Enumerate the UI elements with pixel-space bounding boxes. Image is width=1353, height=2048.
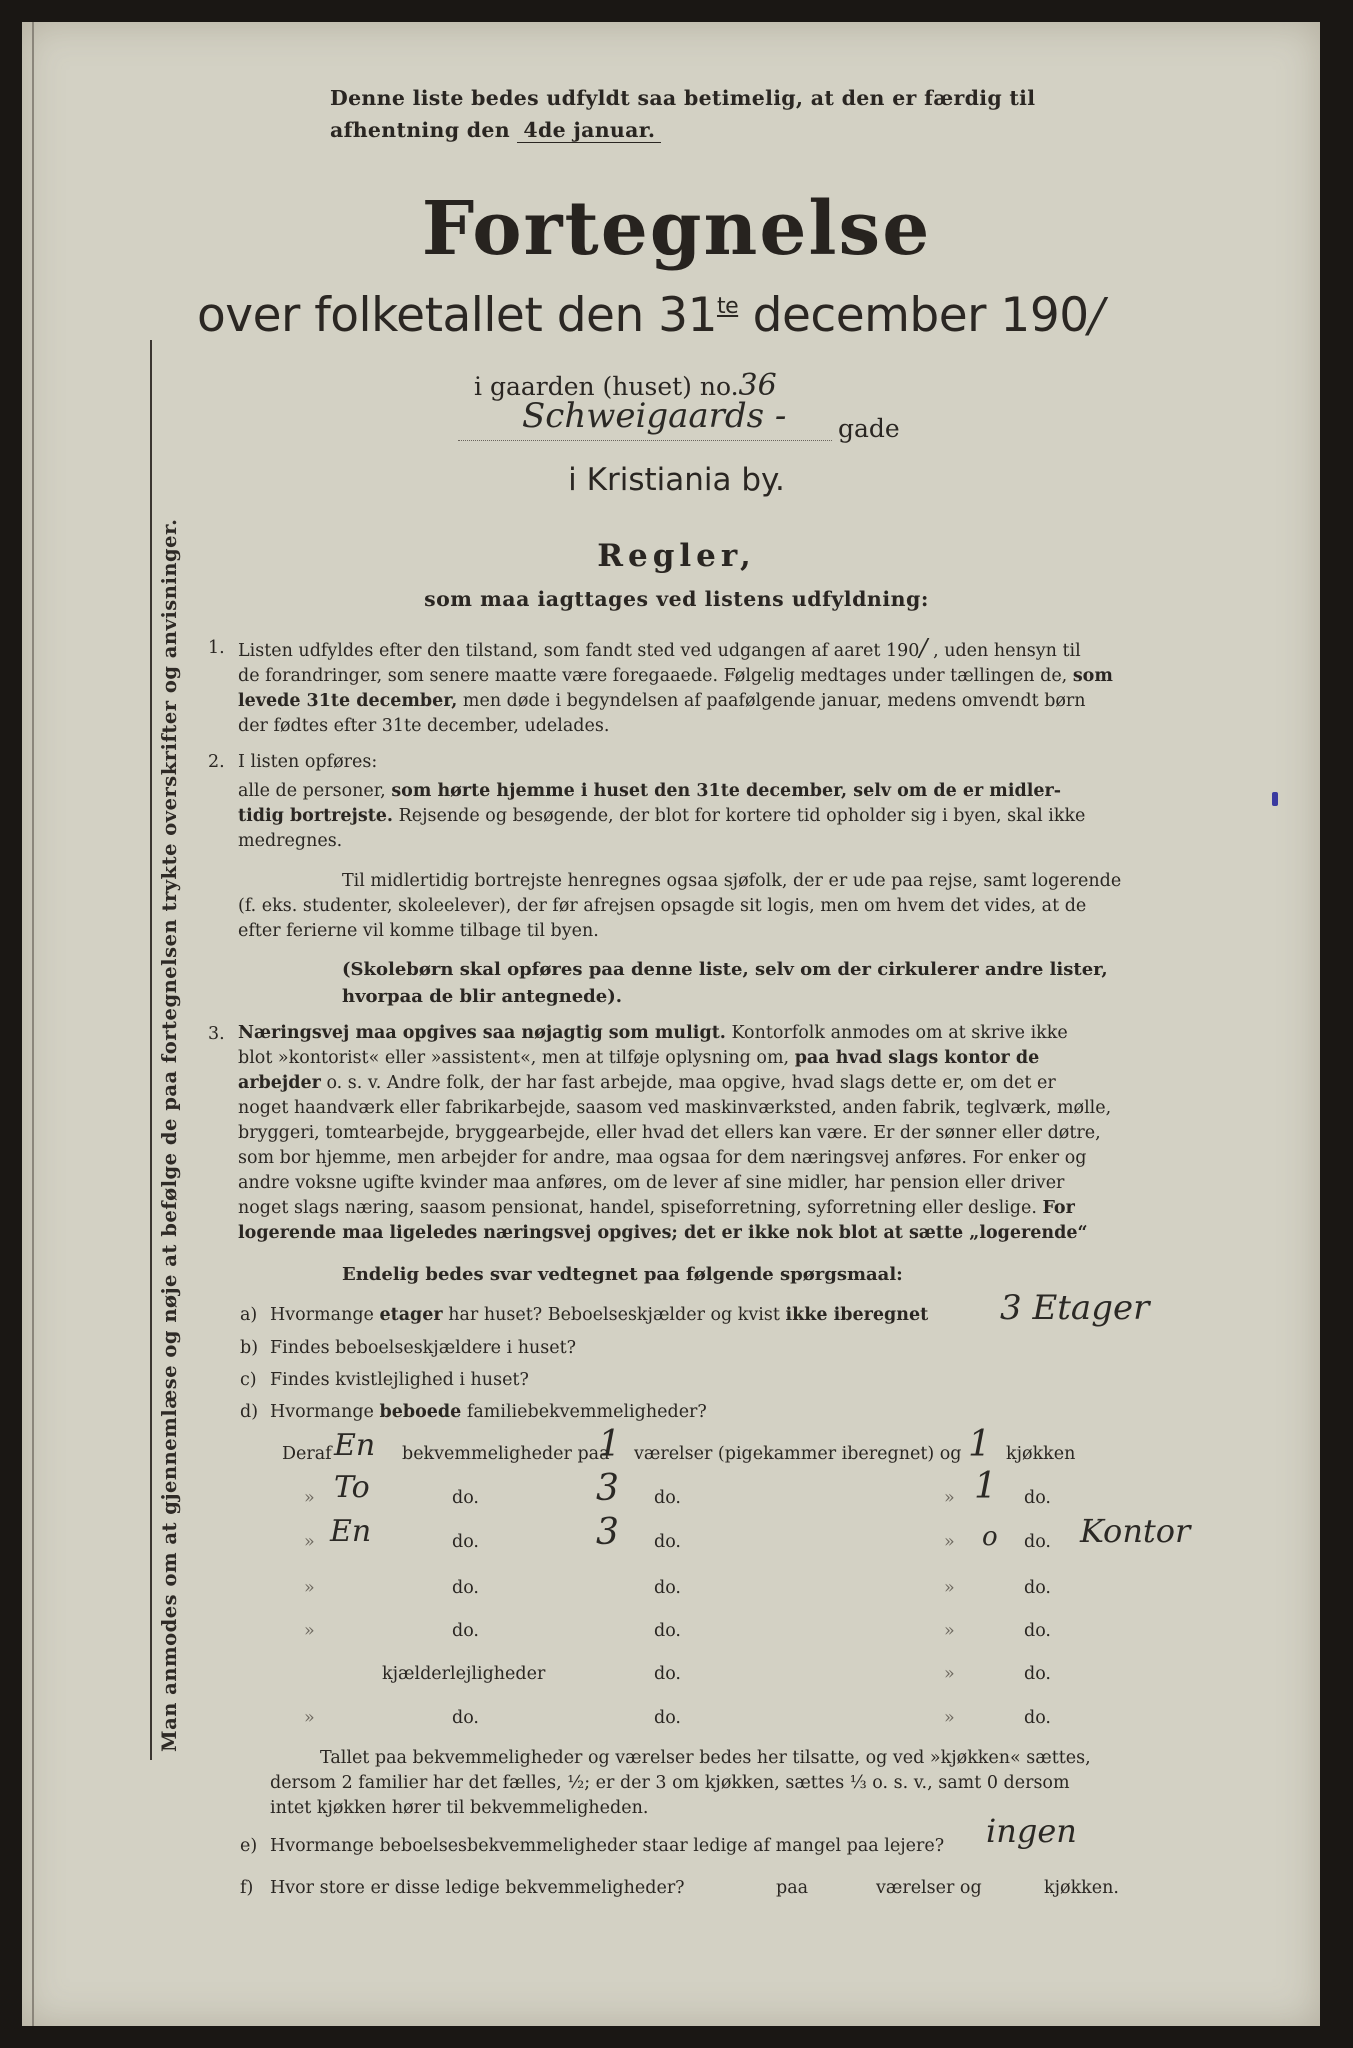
table-note (270, 1746, 1160, 1821)
gade-label: gade (838, 414, 900, 443)
row7-do-2: do. (654, 1708, 681, 1728)
page-subtitle (197, 288, 1104, 343)
question-e-label: e) (240, 1836, 258, 1856)
table-note-line1: Tallet paa bekvemmeligheder og værelser bedes her tilsatte, og ved »kjøkken« sættes, (320, 1748, 1091, 1768)
rule2-line2-post: Rejsende og besøgende, der blot for kortere tid opholder sig i byen, skal ikke (398, 806, 1086, 826)
question-a-text (270, 1305, 928, 1325)
intro-line2 (330, 114, 1035, 146)
question-d-pre: Hvormange (270, 1402, 374, 1422)
rule2-p2-line2: (f. eks. studenter, skoleelever), der før afrejsen opsagde sit logis, men om hvem det vides, at de (238, 896, 1087, 916)
question-f-text: Hvor store er disse ledige bekvemmeligheder? (270, 1878, 685, 1898)
rule2-p2-line3: efter ferierne vil komme tilbage til byen. (238, 921, 599, 941)
question-a-pre: Hvormange (270, 1305, 374, 1325)
rule2-line3: medregnes. (238, 831, 343, 851)
row7-do-3: do. (1024, 1708, 1051, 1728)
row6-do-3: do. (1024, 1664, 1051, 1684)
rule3-line1-post: Kontorfolk anmodes om at skrive ikke (731, 1023, 1068, 1043)
rule1-line3-post: men døde i begyndelsen af paafølgende januar, medens omvendt børn (462, 691, 1086, 711)
question-f-paa: paa (776, 1878, 809, 1898)
rules-heading: Regler, (597, 538, 756, 574)
rule1-line1-post: , uden hensyn til (933, 641, 1081, 661)
side-instruction: Man anmodes om at gjennemlæse og nøje at befølge de paa fortegnelsen trykte overskrifter og anvisninger. (158, 518, 181, 1752)
table-bekv-label: bekvemmeligheder paa (402, 1444, 610, 1464)
intro-text (330, 82, 1035, 146)
row3-quote: » (304, 1532, 315, 1552)
rule3-line2-pre: blot »kontorist« eller »assistent«, men at tilføje oplysning om, (238, 1048, 790, 1068)
gaarden-label: i gaarden (huset) no. (474, 372, 739, 401)
row7-quote-2: » (944, 1708, 955, 1728)
rule2-line2-bold: tidig bortrejste. (238, 806, 394, 826)
ink-mark (1272, 792, 1278, 806)
row1-kitchen-hand: 1 (968, 1424, 991, 1465)
rule3-line9: logerende maa ligeledes næringsvej opgives; det er ikke nok blot at sætte „logerende“ (238, 1223, 1088, 1243)
question-f-kjok: kjøkken. (1044, 1878, 1119, 1898)
intro-line1: Denne liste bedes udfyldt saa betimelig, at den er færdig til (330, 86, 1036, 110)
rule3-line7: andre voksne ugifte kvinder maa anføres, om de lever af sine midler, har pension eller driver (238, 1173, 1065, 1193)
rule2-intro: I listen opføres: (238, 752, 378, 772)
rule1-line3-bold: levede 31te december, (238, 691, 458, 711)
question-c-text: Findes kvistlejlighed i huset? (270, 1370, 529, 1390)
house-number: 36 (738, 368, 777, 403)
rule3-text (238, 1021, 1158, 1246)
row2-count-hand: To (334, 1470, 370, 1505)
row2-kitchen-hand: 1 (974, 1466, 997, 1507)
row4-do-1: do. (452, 1578, 479, 1598)
question-a-bold1: etager (379, 1305, 443, 1325)
row5-do-1: do. (452, 1621, 479, 1641)
row6-do-2: do. (654, 1664, 681, 1684)
street-name: Schweigaards - (522, 396, 787, 436)
rule3-line1-bold: Næringsvej maa opgives saa nøjagtig som muligt. (238, 1023, 726, 1043)
rule1-year-hand: / (919, 634, 928, 662)
row1-rooms-hand: 1 (598, 1424, 621, 1465)
row3-do-3: do. (1024, 1532, 1051, 1552)
questions-heading: Endelig bedes svar vedtegnet paa følgende spørgsmaal: (342, 1264, 903, 1285)
row1-count-hand: En (334, 1428, 376, 1463)
subtitle-post: december 190 (752, 288, 1089, 343)
row4-do-3: do. (1024, 1578, 1051, 1598)
row2-do-1: do. (452, 1488, 479, 1508)
row2-quote-2: » (944, 1488, 955, 1508)
row3-rooms-hand: 3 (596, 1512, 619, 1553)
table-deraf: Deraf (282, 1444, 332, 1464)
rule1-line4: der fødtes efter 31te december, udelades. (238, 716, 610, 736)
question-a-label: a) (240, 1305, 258, 1325)
row3-do-2: do. (654, 1532, 681, 1552)
rule3-line2-bold: paa hvad slags kontor de (794, 1048, 1040, 1068)
subtitle-pre: over folketallet den 31 (197, 288, 717, 343)
row2-do-2: do. (654, 1488, 681, 1508)
row2-quote: » (304, 1488, 315, 1508)
intro-date: 4de januar. (517, 118, 661, 143)
question-b-text: Findes beboelseskjældere i huset? (270, 1338, 577, 1358)
row6-kjaelder-label: kjælderlejligheder (382, 1664, 546, 1684)
table-vaer-label: værelser (pigekammer iberegnet) og (634, 1444, 962, 1464)
question-d-bold: beboede (379, 1402, 462, 1422)
question-f-label: f) (240, 1878, 254, 1898)
rule1-number: 1. (208, 638, 225, 658)
question-e-text: Hvormange beboelsesbekvemmeligheder staar ledige af mangel paa lejere? (270, 1836, 945, 1856)
answer-a-etager: 3 Etager (1000, 1288, 1150, 1328)
question-f-vaer: værelser og (876, 1878, 982, 1898)
row5-do-2: do. (654, 1621, 681, 1641)
question-d-text (270, 1402, 707, 1422)
row7-quote: » (304, 1708, 315, 1728)
rule3-line5: bryggeri, tomtearbejde, bryggearbejde, eller hvad det ellers kan være. Er der sønner eller døtre, (238, 1123, 1101, 1143)
rule2-p3-line1: (Skolebørn skal opføres paa denne liste, selv om der cirkulerer andre lister, (342, 959, 1108, 980)
row3-note-hand: Kontor (1080, 1512, 1191, 1550)
rule1-line2-pre: de forandringer, som senere maatte være foregaaede. Følgelig medtages under tællingen de, (238, 666, 1068, 686)
rule2-text (238, 779, 1158, 854)
row5-quote: » (304, 1621, 315, 1641)
rule1-line2-bold: som (1072, 666, 1113, 686)
row5-quote-2: » (944, 1621, 955, 1641)
question-a-mid: har huset? Beboelseskjælder og kvist (448, 1305, 780, 1325)
rule2-paragraph3 (238, 956, 1158, 1010)
question-c-label: c) (240, 1370, 257, 1390)
rule1-text (238, 636, 1158, 739)
page-edge (32, 22, 34, 2026)
rule3-line4: noget haandværk eller fabrikarbejde, saasom ved maskinværksted, anden fabrik, teglværk, mølle, (238, 1098, 1112, 1118)
table-kjok-label: kjøkken (1006, 1444, 1076, 1464)
question-b-label: b) (240, 1338, 259, 1358)
question-d-label: d) (240, 1402, 259, 1422)
rule2-p3-line2: hvorpaa de blir antegnede). (342, 986, 622, 1007)
row2-do-3: do. (1024, 1488, 1051, 1508)
intro-line2-pre: afhentning den (330, 118, 510, 142)
rule1-line1-pre: Listen udfyldes efter den tilstand, som fandt sted ved udgangen af aaret 190 (238, 641, 920, 661)
row3-count-hand: En (330, 1514, 372, 1549)
rule3-line6: som bor hjemme, men arbejder for andre, maa ogsaa for dem næringsvej anføres. For enker og (238, 1148, 1087, 1168)
rule2-number: 2. (208, 752, 225, 772)
rule2-line1-pre: alle de personer, (238, 781, 386, 801)
row3-quote-2: » (944, 1532, 955, 1552)
row4-do-2: do. (654, 1578, 681, 1598)
rule3-line3-post: o. s. v. Andre folk, der har fast arbejde, maa opgive, hvad slags dette er, om det er (326, 1073, 1056, 1093)
rule3-line3-bold: arbejder (238, 1073, 321, 1093)
question-a-bold2: ikke iberegnet (785, 1305, 929, 1325)
rule2-line1-bold: som hørte hjemme i huset den 31te december, selv om de er midler- (391, 781, 1061, 801)
city-line: i Kristiania by. (568, 462, 785, 498)
rules-subheading: som maa iagttages ved listens udfyldning: (424, 587, 929, 611)
answer-e-hand: ingen (986, 1812, 1077, 1850)
rule3-line8-bold: For (1042, 1198, 1075, 1218)
subtitle-sup: te (716, 294, 739, 319)
row7-do-1: do. (452, 1708, 479, 1728)
question-d-post: familiebekvemmeligheder? (466, 1402, 707, 1422)
rule3-number: 3. (208, 1024, 225, 1044)
page-title: Fortegnelse (421, 186, 932, 272)
table-note-line2: dersom 2 familier har det fælles, ½; er der 3 om kjøkken, sættes ⅓ o. s. v., samt 0 dersom (270, 1773, 1070, 1793)
row6-quote-2: » (944, 1664, 955, 1684)
rule3-line8-pre: noget slags næring, saasom pensionat, handel, spiseforretning, syforretning eller deslige. (238, 1198, 1037, 1218)
rule2-p2-line1: Til midlertidig bortrejste henregnes ogsaa sjøfolk, der er ude paa rejse, samt logerende (342, 871, 1122, 891)
rule2-paragraph2 (238, 869, 1158, 944)
row3-do-1: do. (452, 1532, 479, 1552)
row4-quote: » (304, 1578, 315, 1598)
row5-do-3: do. (1024, 1621, 1051, 1641)
row4-quote-2: » (944, 1578, 955, 1598)
year-handwritten: / (1088, 288, 1104, 343)
row3-kitchen-hand: o (982, 1522, 998, 1552)
row2-rooms-hand: 3 (596, 1468, 619, 1509)
street-dotted-line (458, 440, 832, 441)
table-note-line3: intet kjøkken hører til bekvemmeligheden. (270, 1798, 649, 1818)
